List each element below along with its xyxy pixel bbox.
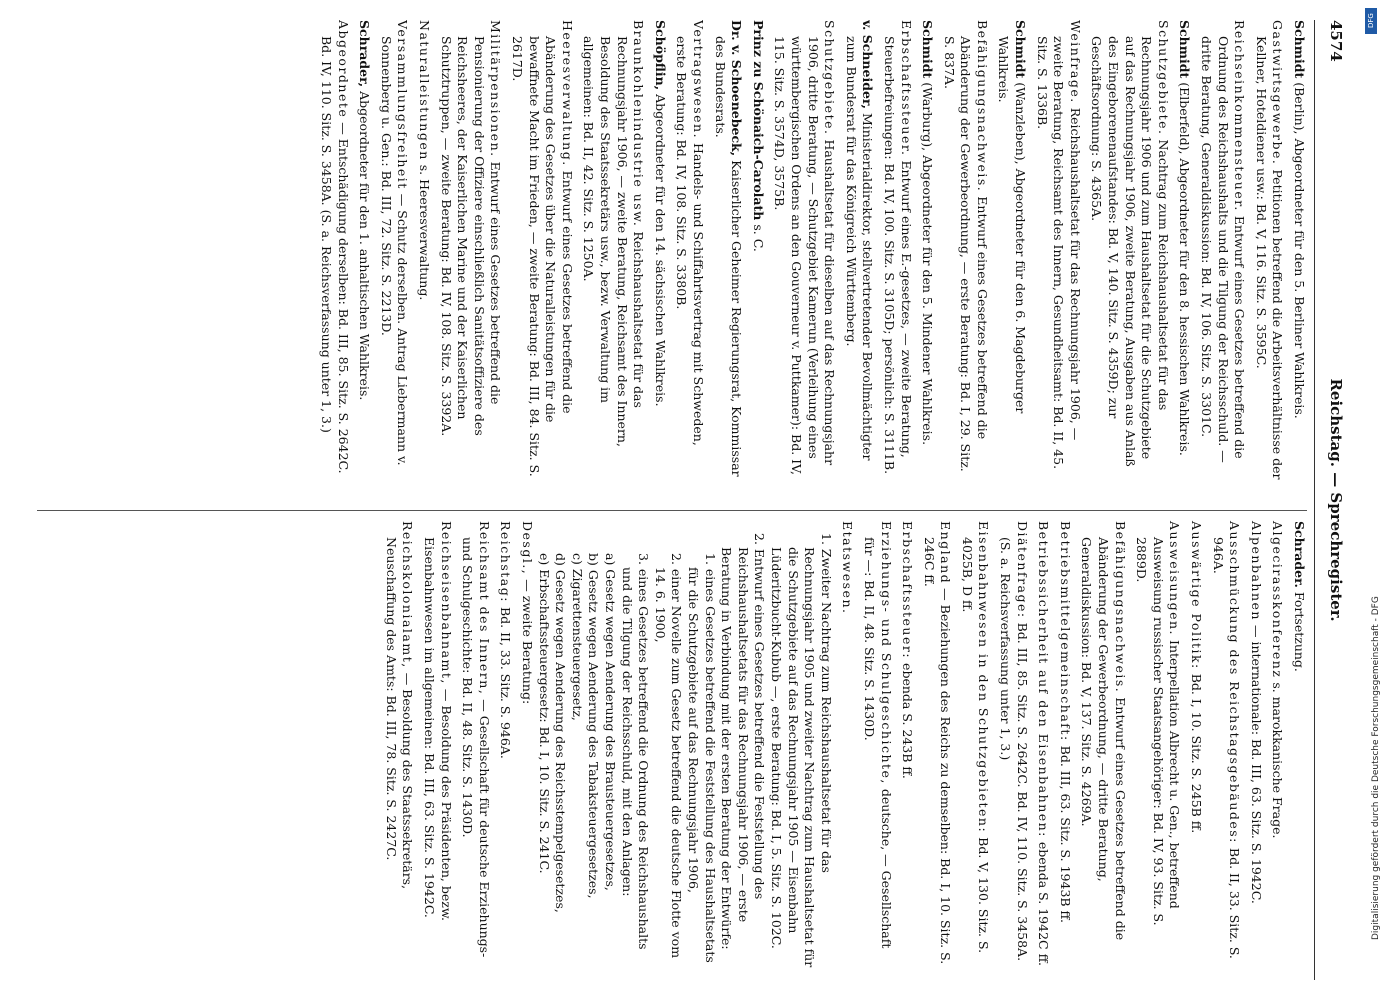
speaker-entry [1290,20,1307,480]
entry-text: — Besoldung des Staatssekretärs, Neuschaffung des Amts: Bd. III, 78. Sitz. S. 2427C. [383,537,416,890]
entry-text: Nachtrag zum Reichshaushaltsetat für das Rechnungsjahr 1906 und zum Haushaltsetat für die Schutzgebiete auf das Rechnungsjahr 1906, zweite Beratung, Ausgaben aus Anlaß des Eingeborenenaufstandes: Bd. V, 140. Sitz. S. 4359D; zur Geschäftsordnung: S. 4365A. [1089,36,1171,467]
topic-keyword: Reichseisenbahnamt, [438,521,454,685]
entry-text: Handels- und Schiffahrtsvertrag mit Schweden, erste Beratung: Bd. IV, 108. Sitz. S. 3380B. [674,36,706,446]
index-subentry: 1. Zweiter Nachtrag zum Reichshaushaltsetat für das Rechnungsjahr 1905 und zweiter Nachtrag zum Haushaltsetat für die Schutzgebiete auf das Rechnungsjahr 1905 — Eisenbahn Lüderitzbucht-Kubub —, erste Beratung: Bd. I, 5. Sitz. S. 102C. [768,533,834,968]
entry-text: Bd. II, 33. Sitz. S. 946A. [1210,537,1243,959]
entry-text: Kaiserlicher Geheimer Regierungsrat, Kommissar des Bundesrats. [712,36,745,477]
index-subentry: e) Erbschaftssteuergesetz: Bd. I, 10. Sitz. S. 241C. [536,553,552,874]
page-number: 4574 [1327,20,1345,62]
entry-text: Bd. I, 10. Sitz. S. 245B ff. [1189,673,1205,834]
topic-entry [518,521,535,971]
speaker-entry [995,20,1028,480]
topic-entry [459,521,492,971]
topic-keyword: Militärpensionen. [488,20,504,158]
topic-keyword: Reichseinkommensteuer. [1232,20,1248,212]
speaker-entry [1290,521,1307,971]
index-subentry: a) Gesetz wegen Aenderung des Brausteuergesetzes, [603,553,619,891]
topic-keyword: Befähigungsnachweis. [1112,521,1128,694]
topic-entry [318,20,351,480]
right-column [37,510,1307,971]
topic-keyword: Vertragswesen. [691,20,706,140]
index-subentry: 1. eines Gesetzes betreffend die Feststellung des Haushaltsetats für die Schutzgebiete auf das Rechnungsjahr 1906, [686,553,718,963]
entry-text: (Elberfeld), Abgeordneter für den 8. hessischen Wahlkreis. [1177,82,1193,456]
entry-text: (Warburg), Abgeordneter für den 5. Mindener Wahlkreis. [920,82,936,446]
entry-text: Bd. II, 33. Sitz. S. 946A. [498,606,514,759]
topic-entry [920,521,953,971]
entry-text: Entwurf eines Gesetzes betreffend die Ordnung des Reichshaushalts und die Tilgung der Reichsschuld. — dritte Beratung, Generaldiskussion: Bd. IV, 106. Sitz. S. 3301C. [1199,36,1248,463]
entry-text: Interpellation Albrecht u. Gen., betreffend Ausweisung russischer Staatsangehöriger: Bd. IV, 93. Sitz. S. 2889D. [1134,537,1183,926]
entry-text: ebenda S. 243B ff. [900,663,916,779]
index-subentry: d) Gesetz wegen Aenderung des Reichsstempelgesetzes, [553,553,569,913]
topic-keyword: Eisenbahnwesen in den Schutzgebieten: [976,521,992,834]
topic-entry [1035,521,1052,971]
speaker-entry [842,20,875,480]
entry-text: Entwurf eines E.-gesetzes, — zweite Beratung, Steuerbefreiungen: Bd. IV, 100. Sitz. S. 3105D; persönlich: S. 3111B. [881,36,914,475]
topic-entry [1088,20,1171,480]
speaker-name: v. Schneider, [860,20,876,109]
topic-entry [437,20,503,480]
topic-entry [860,521,893,971]
topic-entry [997,521,1030,971]
topic-keyword: Ausschmückung des Reichstagsgebäudes: [1227,521,1243,844]
topic-entry [1252,20,1285,480]
topic-keyword: Braunkohlenindustrie usw. [631,20,647,228]
topic-keyword: Betriebsmittelgemeinschaft: [1057,521,1073,742]
digitization-credit: Digitalisierung gefördert durch die Deutsche Forschungsgemeinschaft - DFG [1371,596,1381,940]
index-subentry: c) Zigarettensteuergesetz, [569,553,585,721]
topic-entry [508,20,574,480]
entry-text: ebenda S. 1942C ff. [1036,841,1052,966]
rotated-page-content [25,20,1355,980]
topic-entry [421,521,454,971]
topic-entry [1209,521,1242,971]
index-subentry: 3. eines Gesetzes betreffend die Ordnung des Reichshaushalts und die Tilgung der Reichsschuld, mit den Anlagen: [619,553,652,950]
topic-keyword: Versammlungsfreiheit [395,20,411,190]
entry-text: (Wanzleben), Abgeordneter für den 6. Magdeburger Wahlkreis. [996,36,1029,414]
entry-text: s. Heeresverwaltung. [417,164,433,301]
topic-keyword: Reichsamt des Innern, [476,521,492,696]
topic-entry [377,20,410,480]
topic-keyword: Abgeordnete [335,20,351,119]
topic-entry [1269,521,1286,971]
topic-entry [1033,20,1083,480]
entry-text: Petitionen betreffend die Arbeitsverhältnisse der Kellner, Hoteldiener usw.: Bd. V, 116. Sitz. S. 3595C. [1253,36,1286,480]
entry-text: — Beziehungen des Reichs zu demselben: Bd. I, 10. Sitz. S. 246C ff. [921,537,954,965]
index-subentry: 2. einer Novelle zum Gesetz betreffend die deutsche Flotte vom 14. 6. 1900, [652,553,685,959]
topic-entry [1197,20,1247,480]
topic-keyword: Weinfrage. [1067,20,1083,104]
entry-text: — Gesellschaft für deutsche Erziehungs- und Schulgeschichte: Bd. II, 48. Sitz. S. 1430D. [460,537,492,958]
entry-text: Bd. V, 130. Sitz. S. 4025B, D ff. [959,537,992,954]
entry-text: Bd. III, 85. Sitz. S. 2642C. Bd. IV, 110. Sitz. S. 3458A. (S. a. Reichsverfassung unter 1, 3.) [998,537,1030,962]
topic-keyword: Heeresverwaltung. [559,20,575,167]
entry-text: deutsche, — Gesellschaft für —: Bd. II, 48. Sitz. S. 1430D. [861,537,894,949]
topic-keyword: England [938,521,954,585]
topic-keyword: Etatswesen. [840,521,856,615]
topic-keyword: Ausweisungen. [1167,521,1183,637]
speaker-name: Schmidt [920,20,936,79]
speaker-name: Schmidt [1013,20,1029,79]
entry-text: Entwurf eines Gesetzes betreffend die Pensionierung der Offiziere einschließlich Sanitätsoffiziere des Reichsheeres, der Kaiserlichen Marine und der Kaiserlichen Schutztruppen, — zweite Beratung: Bd. IV, 108. Sitz. S. 3392A. [438,36,504,437]
speaker-entry [651,20,668,480]
entry-text: Abgeordneter für den 1. anhaltischen Wahlkreis. [357,91,373,401]
speaker-name: Schrader. [1292,521,1307,588]
topic-entry [580,20,646,480]
speaker-name: Schmidt [1177,20,1193,79]
topic-keyword: Betriebssicherheit auf den Eisenbahnen: [1036,521,1052,838]
topic-keyword: Erbschaftssteuer. [898,20,914,157]
speaker-name: Schrader, [357,20,373,88]
speaker-entry [356,20,373,480]
entry-text: Fortsetzung. [1292,591,1307,672]
topic-keyword: Naturalleistungen [417,20,433,161]
entry-text: Reichshaushaltsetat für das Rechnungsjahr 1906, — zweite Beratung, Reichsamt des Innern, Besoldung des Staatssekretärs usw., bezw. Verwaltung im allgemeinen: Bd. II, 42. Sitz. S. 1250A. [581,36,647,447]
speaker-entry [1176,20,1193,480]
speaker-entry [919,20,936,480]
entry-text: Abgeordneter für den 14. sächsischen Wahlkreis. [652,94,668,407]
left-column [37,20,1307,480]
topic-entry [839,521,856,971]
entry-text: — Entschädigung derselben: Bd. III, 85. Sitz. S. 2642C. Bd. IV, 110. Sitz. S. 3458A. (S. a. Reichsverfassung unter 1, 3.) [319,36,351,474]
entry-text: Reichshaushaltsetat für das Rechnungsjahr 1906, — zweite Beratung, Reichsamt des Innern, Gesundheitsamt: Bd. II, 45. Sitz. S. 1336B. [1034,36,1083,470]
entry-text: — Schutz derselben. Antrag Liebermann v. Sonnenberg u. Gen.: Bd. III, 72. Sitz. S. 2213D. [378,36,411,466]
speaker-name: Prinz zu Schönaich-Carolath [750,20,766,221]
topic-keyword: Desgl., [520,521,536,576]
topic-keyword: Reichskolonialamt, [400,521,416,669]
entry-text: Haushaltsetat für dieselben auf das Rechnungsjahr 1906, dritte Beratung, — Schutzgebiet Kamerun (Verleihung eines württembergischen Ordens an den Gouverneur v. Puttkamer): Bd. IV, 115. Sitz. S. 3574D, 3575B. [772,36,838,475]
topic-entry [673,20,706,480]
entry-text: s. C. [750,224,766,252]
topic-keyword: Schutzgebiete. [1155,20,1171,136]
topic-keyword: Diätenfrage: [1014,521,1030,619]
topic-keyword: Alpenbahnen [1248,521,1264,621]
topic-entry [1133,521,1183,971]
entry-text: Entwurf eines Gesetzes betreffend die Abänderung der Gewerbeordnung, — dritte Beratung, Generaldiskussion: Bd. V, 137. Sitz. S. 4269A. [1079,537,1128,941]
speaker-entry [749,20,766,480]
entry-text: Entwurf eines Gesetzes betreffend die Abänderung des Gesetzes über die Naturalleistungen für die bewaffnete Macht im Frieden, — zweite Beratung: Bd. III, 84. Sitz. S. 2617D. [510,36,575,477]
running-title: Reichstag. — Sprechregister. [1327,378,1345,622]
entry-text: Entwurf eines Gesetzes betreffend die Abänderung der Gewerbeordnung, — erste Beratung: Bd. I, 29. Sitz. S. 837A. [941,36,990,472]
speaker-name: Dr. v. Schoenebeck, [729,20,745,157]
topic-entry [1247,521,1264,971]
topic-entry [899,521,916,971]
topic-keyword: Auswärtige Politik: [1189,521,1205,670]
topic-entry [497,521,514,971]
entry-text: — Besoldung des Präsidenten, bezw. Eisenbahnwesen im allgemeinen: Bd. III, 63. Sitz. S. 1942C. [422,537,454,922]
topic-keyword: Algecirasskonferenz [1270,521,1286,679]
entry-text: s. marokkanische Frage. [1270,682,1286,839]
topic-keyword: Befähigungsnachweis. [974,20,990,193]
topic-entry [940,20,990,480]
index-subentry: b) Gesetz wegen Aenderung des Tabaksteuergesetzes, [586,553,602,899]
speaker-entry [711,20,744,480]
topic-keyword: Reichstag: [498,521,514,603]
page-header [1314,20,1355,980]
topic-keyword: Erziehungs- und Schulgeschichte, [878,521,894,785]
index-subentry: 2. Entwurf eines Gesetzes betreffend die Feststellung des Reichshaushaltsetats für das Rechnungsjahr 1906, — erste Beratung in Verbindung mit der ersten Beratung der Entwürfe: [719,533,768,950]
speaker-name: Schöpflin, [652,20,668,91]
topic-entry [1056,521,1073,971]
topic-keyword: Schutzgebiete. [822,20,838,136]
topic-entry [1078,521,1128,971]
entry-text: — internationale: Bd. III, 63. Sitz. S. 1942C. [1248,624,1264,904]
topic-entry [382,521,415,971]
entry-text: Ministerialdirektor, stellvertretender Bevollmächtigter zum Bundesrat für das Königreich Württemberg. [843,36,876,461]
topic-entry [958,521,991,971]
topic-keyword: Erbschaftssteuer: [900,521,916,660]
entry-text: — zweite Beratung: [520,579,536,705]
entry-text: (Berlin), Abgeordneter für den 5. Berliner Wahlkreis. [1292,82,1307,419]
topic-entry [1187,521,1204,971]
topic-entry [880,20,913,480]
dfg-logo: DFG [1365,8,1377,34]
topic-entry [771,20,837,480]
topic-keyword: Gastwirtsgewerbe. [1270,20,1286,166]
entry-text: Bd. III, 63. Sitz. S. 1943B ff. [1057,745,1073,923]
speaker-name: Schmidt [1292,20,1307,79]
topic-entry [416,20,433,480]
